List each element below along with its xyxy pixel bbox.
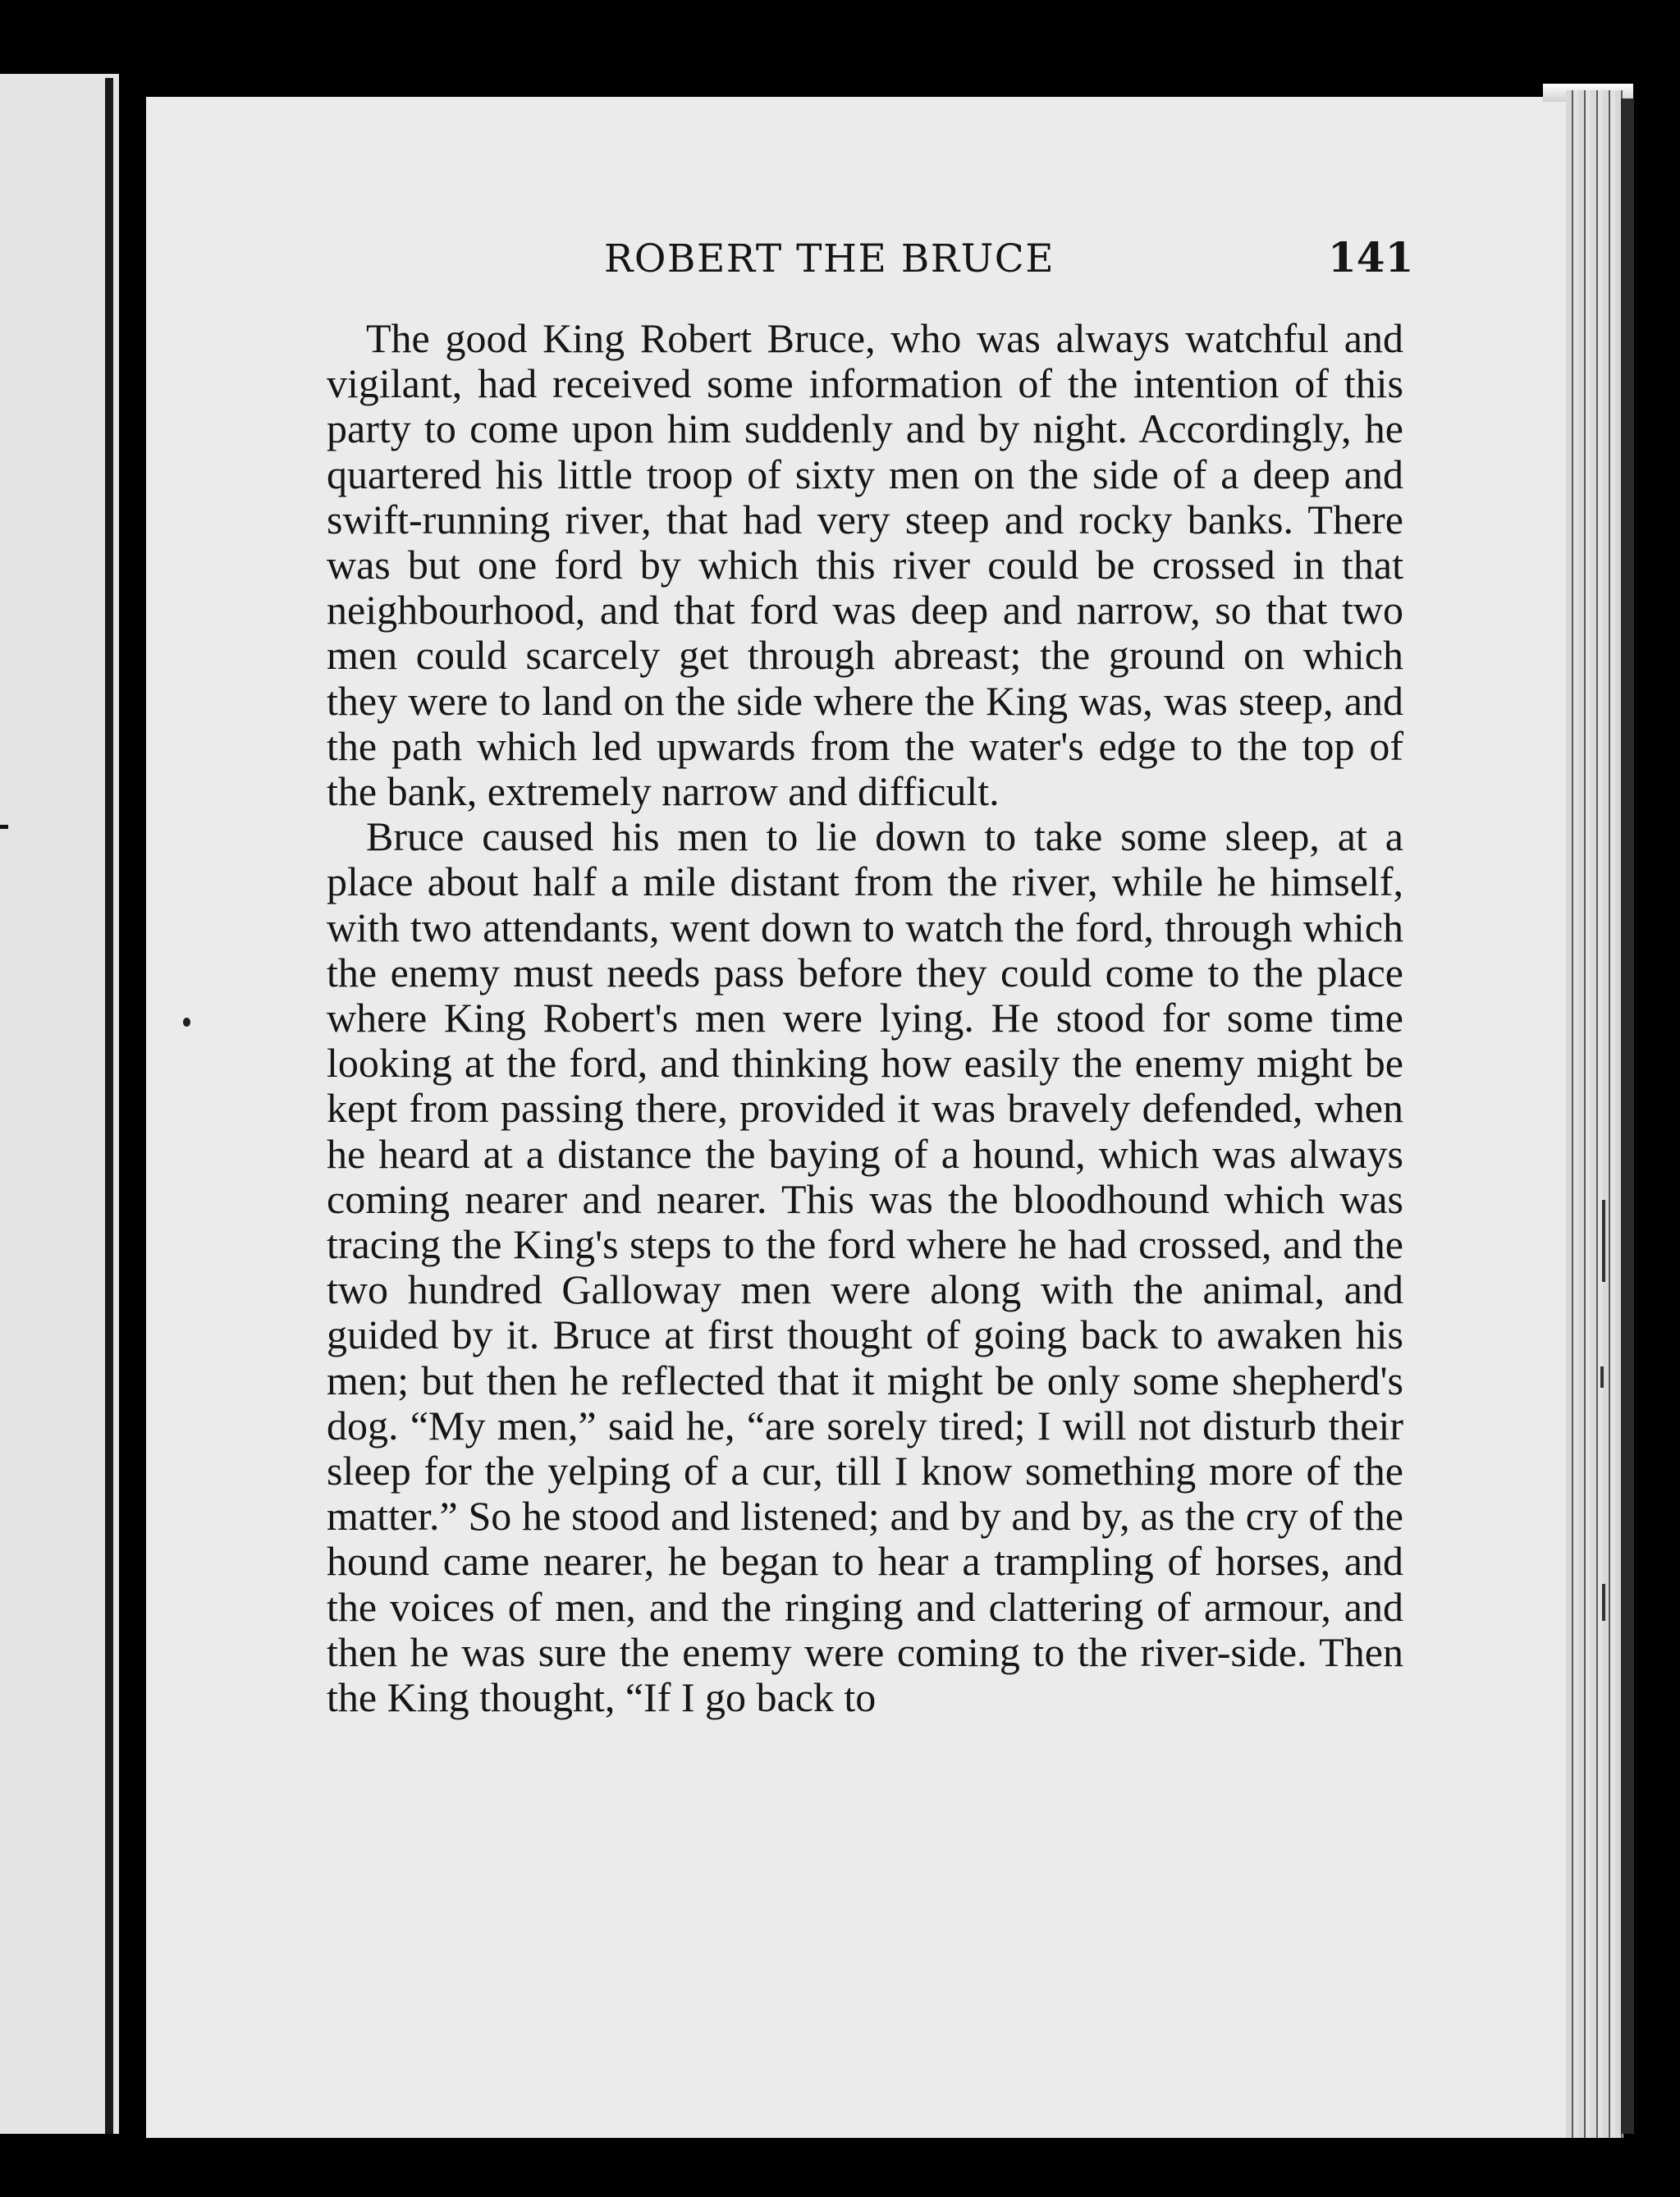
body-text	[327, 316, 1403, 1720]
page-number: 141	[1328, 233, 1414, 281]
margin-mark	[1602, 1584, 1605, 1621]
paragraph: Bruce caused his men to lie down to take some sleep, at a place about half a mile distant from the river, while he himself, with two attendants, went down to watch the ford, through which the enemy must needs pass before they could come to the place where King Robert's men were lying. He stood for some time looking at the ford, and thinking how easily the enemy might be kept from passing there, provided it was bravely defended, when he heard at a distance the baying of a hound, which was always coming nearer and nearer. This was the bloodhound which was tracing the King's steps to the ford where he had crossed, and the two hundred Galloway men were along with the animal, and guided by it. Bruce at first thought of going back to awaken his men; but then he reflected that it might be only some shepherd's dog. “My men,” said he, “are sorely tired; I will not disturb their sleep for the yelping of a cur, till I know something more of the matter.” So he stood and listened; and by and by, as the cry of the hound came nearer, he began to hear a trampling of horses, and the voices of men, and the ringing and clattering of armour, and then he was sure the enemy were coming to the river-side. Then the King thought, “If I go back to	[327, 813, 1403, 1721]
margin-dot-mark	[183, 1018, 190, 1027]
margin-mark	[1602, 1200, 1605, 1282]
paragraph: The good King Robert Bruce, who was always watchful and vigilant, had received some information of the intention of this party to come upon him suddenly and by night. Accordingly, he quartered his little troop of sixty men on the side of a deep and swift-running river, that had very steep and rocky banks. There was but one ford by which this river could be crossed in that neighbourhood, and that ford was deep and narrow, so that two men could scarcely get through abreast; the ground on which they were to land on the side where the King was, was steep, and the path which led upwards from the water's edge to the top of the bank, extremely narrow and difficult.	[327, 315, 1403, 815]
previous-page-edge	[0, 74, 119, 2134]
stacked-page-edges	[1566, 90, 1623, 2138]
running-title: ROBERT THE BRUCE	[604, 236, 1055, 281]
page-edge-shadow	[1621, 98, 1634, 2134]
book-gutter	[105, 78, 113, 2134]
margin-mark	[1600, 1366, 1604, 1388]
margin-mark	[0, 825, 8, 829]
